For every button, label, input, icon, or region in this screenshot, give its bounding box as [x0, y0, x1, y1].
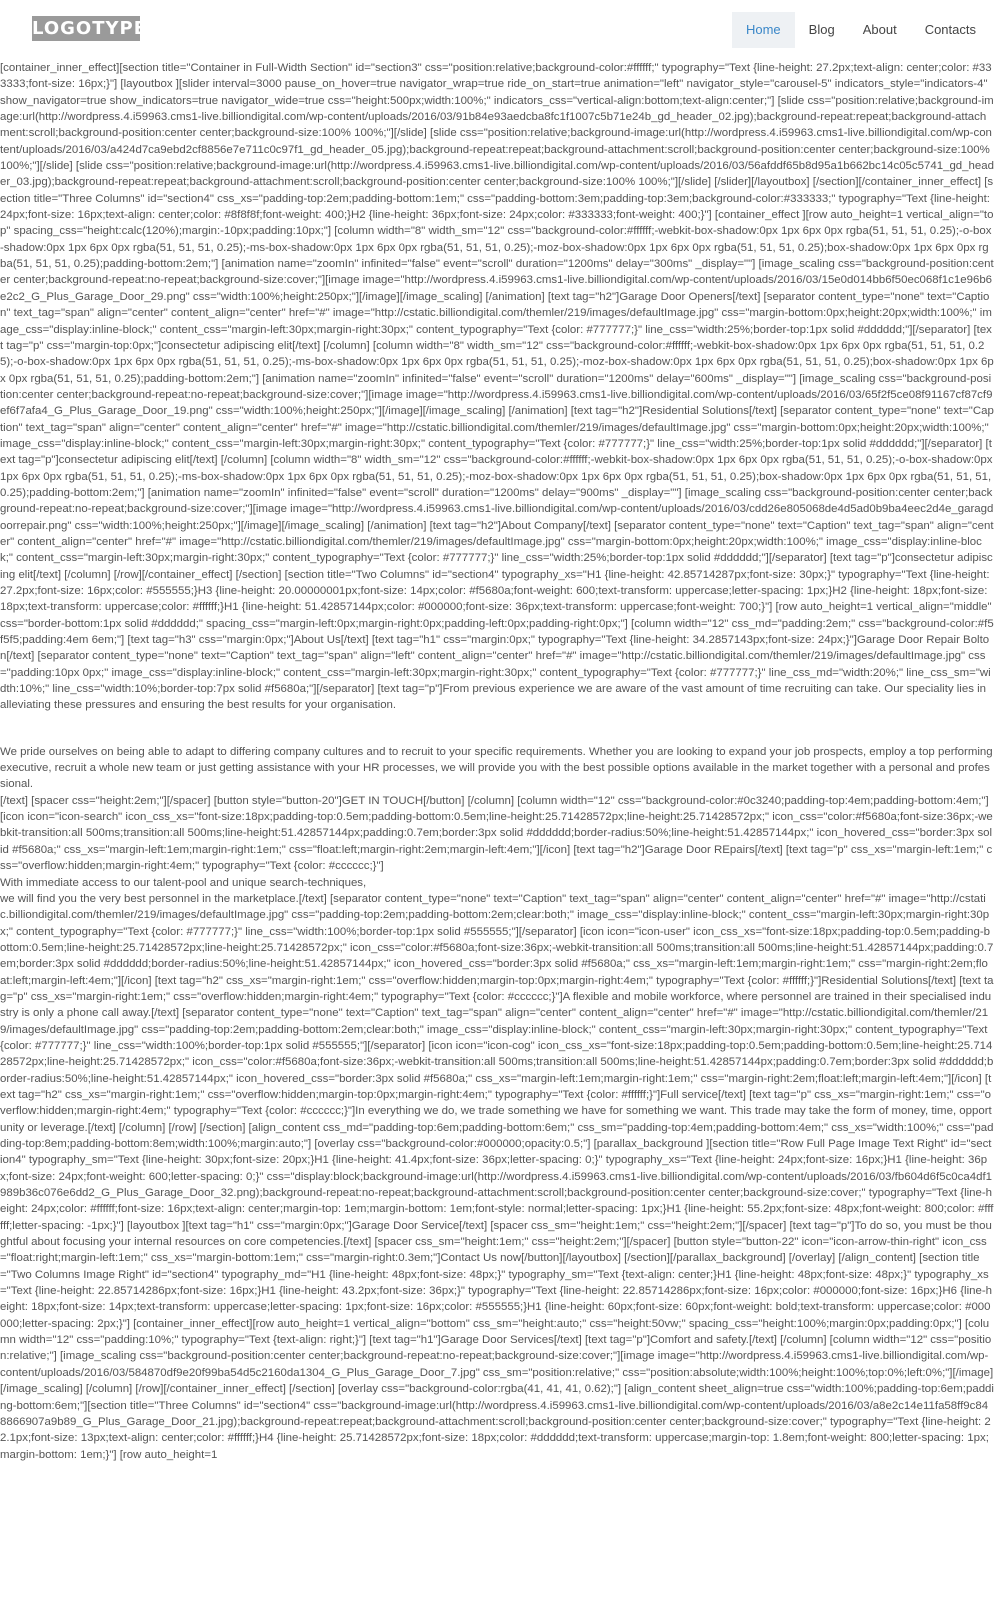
- logo[interactable]: LOGOTYPE: [32, 18, 148, 39]
- nav-contacts-link[interactable]: Contacts: [924, 22, 976, 37]
- main-nav: [732, 12, 990, 48]
- site-header: [0, 0, 1000, 60]
- content-paragraph: we will find you the very best personnel in the marketplace.[/text] [separator content_type="none" text="Caption" text_tag="span" align="center" content_align="center" href="#" image="http://cstatic.billiondigital.com/themler/219/images/defaultImage.jpg" css="padding-top:2em;padding-bottom:2em;clear:both;" image_css="display:inline-block;" content_css="margin-left:30px;margin-right:30px;" content_typography="Text {color: #777777;}" line_css="width:100%;border-top:1px solid #555555;"][/separator] [icon icon="icon-user" icon_css_xs="font-size:18px;padding-top:0.5em;padding-bottom:0.5em;line-height:25.71428572px;line-height:25.71428572px;" icon_css="color:#f5680a;font-size:36px;-webkit-transition:all 500ms;transition:all 500ms;line-height:51.42857144px;padding:0.7em;border:3px solid #dddddd;border-radius:50%;line-height:51.42857144px;" icon_hovered_css="border:3px solid #f5680a;" css_xs="margin-left:1em;margin-right:1em;" css="margin-right:2em;float:left;margin-left:4em;"][/icon] [text tag="h2" css_xs="margin-right:1em;" css="overflow:hidden;margin-top:0px;margin-right:4em;" typography="Text {color: #ffffff;}"]Residential Solutions[/text] [text tag="p" css_xs="margin-right:1em;" css="overflow:hidden;margin-right:4em;" typography="Text {color: #cccccc;}"]A flexible and mobile workforce, where personnel are trained in their specialised industry is only a phone call away.[/text] [separator content_type="none" text="Caption" text_tag="span" align="center" content_align="center" href="#" image="http://cstatic.billiondigital.com/themler/219/images/defaultImage.jpg" css="padding-top:2em;padding-bottom:2em;clear:both;" image_css="display:inline-block;" content_css="margin-left:30px;margin-right:30px;" content_typography="Text {color: #777777;}" line_css="width:100%;border-top:1px solid #555555;"][/separator] [icon icon="icon-cog" icon_css_xs="font-size:18px;padding-top:0.5em;padding-bottom:0.5em;line-height:25.71428572px;line-height:25.71428572px;" icon_css="color:#f5680a;font-size:36px;-webkit-transition:all 500ms;transition:all 500ms;line-height:51.42857144px;padding:0.7em;border:3px solid #dddddd;border-radius:50%;line-height:51.42857144px;" icon_hovered_css="border:3px solid #f5680a;" css_xs="margin-left:1em;margin-right:1em;" css="margin-right:2em;float:left;margin-left:4em;"][/icon] [text tag="h2" css_xs="margin-right:1em;" css="overflow:hidden;margin-top:0px;margin-right:4em;" typography="Text {color: #ffffff;}"]Full service[/text] [text tag="p" css_xs="margin-right:1em;" css="overflow:hidden;margin-right:4em;" typography="Text {color: #cccccc;}"]In everything we do, we trade something we have for something we want. This trade may take the form of money, time, opportunity or leverage.[/text] [/column] [/row] [/section] [align_content css_md="padding-top:6em;padding-bottom:6em;" css_sm="padding-top:4em;padding-bottom:4em;" css_xs="width:100%;" css="padding-top:8em;padding-bottom:8em;width:100%;margin:auto;"] [overlay css="background-color:#000000;opacity:0.5;"] [parallax_background ][section title="Row Full Page Image Text Right" id="section4" typography_sm="Text {line-height: 30px;font-size: 20px;}H1 {line-height: 41.4px;font-size: 36px;letter-spacing: 0;}" typography_xs="Text {line-height: 24px;font-size: 16px;}H1 {line-height: 36px;font-size: 24px;font-weight: 600;letter-spacing: 0;}" css="display:block;background-image:url(http://wordpress.4.i59963.cms1-live.billiondigital.com/wp-content/uploads/2016/03/fb604d6f5c0ca4df1989b36c076e6dd2_G_Plus_Garage_Door_32.png);background-repeat:no-repeat;background-attachment:scroll;background-position:center center;background-size:cover;" typography="Text {line-height: 24px;color: #ffffff;font-size: 16px;text-align: center;margin-top: 1em;margin-bottom: 1em;font-style: normal;letter-spacing: 1px;}H1 {line-height: 55.2px;font-size: 48px;font-weight: 800;color: #ffffff;letter-spacing: -1px;}"] [layoutbox ][text tag="h1" css="margin:0px;"]Garage Door Service[/text] [spacer css_sm="height:1em;" css="height:2em;"][/spacer] [text tag="p"]To do so, you must be thoughtful about focusing your internal resources on core competencies.[/text] [spacer css_sm="height:1em;" css="height:2em;"][/spacer] [button style="button-22" icon="icon-arrow-thin-right" icon_css="float:right;margin-left:1em;" css_xs="margin-bottom:1em;" css="margin-right:0.3em;"]Contact Us now[/button][/layoutbox] [/section][/parallax_background] [/overlay] [/align_content] [section title="Two Columns Image Right" id="section4" typography_md="H1 {line-height: 48px;font-size: 48px;}" typography_sm="Text {text-align: center;}H1 {line-height: 48px;font-size: 48px;}" typography_xs="Text {line-height: 22.85714286px;font-size: 16px;}H1 {line-height: 43.2px;font-size: 36px;}" typography="Text {line-height: 22.85714286px;font-size: 16px;color: #000000;font-size: 16px;}H6 {line-height: 18px;font-size: 14px;text-transform: uppercase;letter-spacing: 1px;font-size: 16px;color: #555555;}H1 {line-height: 60px;font-size: 60px;font-weight: bold;text-transform: uppercase;color: #000000;letter-spacing: 2px;}"] [container_inner_effect][row auto_height=1 vertical_align="bottom" css_sm="height:auto;" css="height:50vw;" spacing_css="height:100%;margin:0px;padding:0px;"] [column width="12" css="padding:10%;" typography="Text {text-align: right;}"] [text tag="h1"]Garage Door Services[/text] [text tag="p"]Comfort and safety.[/text] [/column] [column width="12" css="position:relative;"] [image_scaling css="background-position:center center;background-repeat:no-repeat;background-size:cover;"][image image="http://wordpress.4.i59963.cms1-live.billiondigital.com/wp-content/uploads/2016/03/584870df9e20f99ba54d5c2160da1304_G_Plus_Garage_Door_7.jpg" css_sm="position:relative;" css="position:absolute;width:100%;height:100%;top:0%;left:0%;"][/image][/image_scaling] [/column] [/row][/container_inner_effect] [/section] [overlay css="background-color:rgba(41, 41, 41, 0.62);"] [align_content sheet_align=true css="width:100%;padding-top:6em;padding-bottom:6em;"][section title="Three Columns" id="section4" css="background-image:url(http://wordpress.4.i59963.cms1-live.billiondigital.com/wp-content/uploads/2016/03/a8e2c14e11fa58ff9c848866907a9b89_G_Plus_Garage_Door_21.jpg);background-repeat:repeat;background-attachment:scroll;background-position:center center;background-size:cover;" typography="Text {line-height: 22.1px;font-size: 13px;text-align: center;color: #ffffff;}H4 {line-height: 25.71428572px;font-size: 18px;color: #dddddd;text-transform: uppercase;margin-top: 1.8em;font-weight: 800;letter-spacing: 1px;margin-bottom: 1em;}"] [row auto_height=1: [0, 892, 994, 1461]
- nav-home-link[interactable]: Home: [732, 12, 795, 48]
- paragraph-gap: [0, 714, 994, 744]
- raw-shortcode-content: [0, 60, 994, 1616]
- content-paragraph: [container_inner_effect][section title="Container in Full-Width Section" id="section3" css="position:relative;background-color:#ffffff;" typography="Text {line-height: 27.2px;text-align: center;color: #333333;font-size: 16px;}"] [layoutbox ][slider interval=3000 pause_on_hover=true navigator_wrap=true ride_on_start=true animation="left" navigator_style="carousel-5" indicators_style="indicators-4" show_navigator=true show_indicators=true navigator_wide=true css="height:500px;width:100%;" indicators_css="vertical-align:bottom;text-align:center;"] [slide css="position:relative;background-image:url(http://wordpress.4.i59963.cms1-live.billiondigital.com/wp-content/uploads/2016/03/91b84e93aedcba8fc1f1007c5b71e24b_gd_header_02.jpg);background-repeat:repeat;background-attachment:scroll;background-position:center center;background-size:100% 100%;"][/slide] [slide css="position:relative;background-image:url(http://wordpress.4.i59963.cms1-live.billiondigital.com/wp-content/uploads/2016/03/a424d7ca9ebd2cf8856e7e711c0c97f1_gd_header_05.jpg);background-repeat:repeat;background-attachment:scroll;background-position:center center;background-size:100% 100%;"][/slide] [slide css="position:relative;background-image:url(http://wordpress.4.i59963.cms1-live.billiondigital.com/wp-content/uploads/2016/03/56afddf65b8d95a1b662bc14c05c5741_gd_header_03.jpg);background-repeat:repeat;background-attachment:scroll;background-position:center center;background-size:100% 100%;"][/slide] [/slider][/layoutbox] [/section][/container_inner_effect] [section title="Three Columns" id="section4" css_xs="padding-top:2em;padding-bottom:1em;" css="padding-bottom:3em;padding-top:3em;background-color:#333333;" typography="Text {line-height: 24px;font-size: 16px;text-align: center;color: #8f8f8f;font-weight: 400;}H2 {line-height: 36px;font-size: 24px;color: #333333;font-weight: 400;}"] [container_effect ][row auto_height=1 vertical_align="top" spacing_css="height:calc(120%);margin:-10px;padding:10px;"] [column width="8" width_sm="12" css="background-color:#ffffff;-webkit-box-shadow:0px 1px 6px 0px rgba(51, 51, 51, 0.25);-o-box-shadow:0px 1px 6px 0px rgba(51, 51, 51, 0.25);-ms-box-shadow:0px 1px 6px 0px rgba(51, 51, 51, 0.25);-moz-box-shadow:0px 1px 6px 0px rgba(51, 51, 51, 0.25);box-shadow:0px 1px 6px 0px rgba(51, 51, 51, 0.25);padding-bottom:2em;"] [animation name="zoomIn" infinited="false" event="scroll" duration="1200ms" delay="300ms" _display=""] [image_scaling css="background-position:center center;background-repeat:no-repeat;background-size:cover;"][image image="http://wordpress.4.i59963.cms1-live.billiondigital.com/wp-content/uploads/2016/03/15e0d014bb6f50ec068f1c1e96b6e2c2_G_Plus_Garage_Door_29.png" css="width:100%;height:250px;"][/image][/image_scaling] [/animation] [text tag="h2"]Garage Door Openers[/text] [separator content_type="none" text="Caption" text_tag="span" align="center" content_align="center" href="#" image="http://cstatic.billiondigital.com/themler/219/images/defaultImage.jpg" css="margin-bottom:0px;height:20px;width:100%;" image_css="display:inline-block;" content_css="margin-left:30px;margin-right:30px;" content_typography="Text {color: #777777;}" line_css="width:25%;border-top:1px solid #dddddd;"][/separator] [text tag="p" css="margin-top:0px;"]consectetur adipiscing elit[/text] [/column] [column width="8" width_sm="12" css="background-color:#ffffff;-webkit-box-shadow:0px 1px 6px 0px rgba(51, 51, 51, 0.25);-o-box-shadow:0px 1px 6px 0px rgba(51, 51, 51, 0.25);-ms-box-shadow:0px 1px 6px 0px rgba(51, 51, 51, 0.25);-moz-box-shadow:0px 1px 6px 0px rgba(51, 51, 51, 0.25);box-shadow:0px 1px 6px 0px rgba(51, 51, 51, 0.25);padding-bottom:2em;"] [animation name="zoomIn" infinited="false" event="scroll" duration="1200ms" delay="600ms" _display=""] [image_scaling css="background-position:center center;background-repeat:no-repeat;background-size:cover;"][image image="http://wordpress.4.i59963.cms1-live.billiondigital.com/wp-content/uploads/2016/03/65f2f5ce08f91167cf87cf9ef6f7afa4_G_Plus_Garage_Door_19.png" css="width:100%;height:250px;"][/image][/image_scaling] [/animation] [text tag="h2"]Residential Solutions[/text] [separator content_type="none" text="Caption" text_tag="span" align="center" content_align="center" href="#" image="http://cstatic.billiondigital.com/themler/219/images/defaultImage.jpg" css="margin-bottom:0px;height:20px;width:100%;" image_css="display:inline-block;" content_css="margin-left:30px;margin-right:30px;" content_typography="Text {color: #777777;}" line_css="width:25%;border-top:1px solid #dddddd;"][/separator] [text tag="p"]consectetur adipiscing elit[/text] [/column] [column width="8" width_sm="12" css="background-color:#ffffff;-webkit-box-shadow:0px 1px 6px 0px rgba(51, 51, 51, 0.25);-o-box-shadow:0px 1px 6px 0px rgba(51, 51, 51, 0.25);-ms-box-shadow:0px 1px 6px 0px rgba(51, 51, 51, 0.25);-moz-box-shadow:0px 1px 6px 0px rgba(51, 51, 51, 0.25);box-shadow:0px 1px 6px 0px rgba(51, 51, 51, 0.25);padding-bottom:2em;"] [animation name="zoomIn" infinited="false" event="scroll" duration="1200ms" delay="900ms" _display=""] [image_scaling css="background-position:center center;background-repeat:no-repeat;background-size:cover;"][image image="http://wordpress.4.i59963.cms1-live.billiondigital.com/wp-content/uploads/2016/03/cdd26e805068de4d5ad0b9ba4eec2d4e_garagdoorrepair.png" css="width:100%;height:250px;"][/image][/image_scaling] [/animation] [text tag="h2"]About Company[/text] [separator content_type="none" text="Caption" text_tag="span" align="center" content_align="center" href="#" image="http://cstatic.billiondigital.com/themler/219/images/defaultImage.jpg" css="margin-bottom:0px;height:20px;width:100%;" image_css="display:inline-block;" content_css="margin-left:30px;margin-right:30px;" content_typography="Text {color: #777777;}" line_css="width:25%;border-top:1px solid #dddddd;"][/separator] [text tag="p"]consectetur adipiscing elit[/text] [/column] [/row][/container_effect] [/section] [section title="Two Columns" id="section4" typography_xs="H1 {line-height: 42.85714287px;font-size: 30px;}" typography="Text {line-height: 27.2px;font-size: 16px;color: #555555;}H3 {line-height: 20.00000001px;font-size: 14px;color: #f5680a;font-weight: 600;text-transform: uppercase;letter-spacing: 1px;}H2 {line-height: 18px;font-size: 18px;text-transform: uppercase;color: #ffffff;}H1 {line-height: 51.42857144px;color: #000000;font-size: 36px;text-transform: uppercase;font-weight: 700;}"] [row auto_height=1 vertical_align="middle" css="border-bottom:1px solid #dddddd;" spacing_css="margin-left:0px;margin-right:0px;padding-left:0px;padding-right:0px;"] [column width="12" css_md="padding:2em;" css="background-color:#f5f5f5;padding:4em 6em;"] [text tag="h3" css="margin:0px;"]About Us[/text] [text tag="h1" css="margin:0px;" typography="Text {line-height: 34.2857143px;font-size: 24px;}"]Garage Door Repair Bolton[/text] [separator content_type="none" text="Caption" text_tag="span" align="left" content_align="center" href="#" image="http://cstatic.billiondigital.com/themler/219/images/defaultImage.jpg" css="padding:10px 0px;" image_css="display:inline-block;" content_css="margin-left:30px;margin-right:30px;" content_typography="Text {color: #777777;}" line_css_md="width:20%;" line_css_sm="width:10%;" line_css="width:10%;border-top:7px solid #f5680a;"][/separator] [text tag="p"]From previous experience we are aware of the vast amount of time recruiting can take. Our speciality lies in alleviating these pressures and ensuring the best results for your organisation.: [0, 62, 994, 712]
- content-paragraph: [/text] [spacer css="height:2em;"][/spacer] [button style="button-20"]GET IN TOUCH[/button] [/column] [column width="12" css="background-color:#0c3240;padding-top:4em;padding-bottom:4em;"] [icon icon="icon-search" icon_css_xs="font-size:18px;padding-top:0.5em;padding-bottom:0.5em;line-height:25.71428572px;line-height:25.71428572px;" icon_css="color:#f5680a;font-size:36px;-webkit-transition:all 500ms;transition:all 500ms;line-height:51.42857144px;padding:0.7em;border:3px solid #dddddd;border-radius:50%;line-height:51.42857144px;" icon_hovered_css="border:3px solid #f5680a;" css_xs="margin-left:1em;margin-right:1em;" css="float:left;margin-right:2em;margin-left:4em;"][/icon] [text tag="h2"]Garage Door REpairs[/text] [text tag="p" css_xs="margin-left:1em;" css="overflow:hidden;margin-right:4em;" typography="Text {color: #cccccc;}"]: [0, 794, 993, 873]
- nav-blog-link[interactable]: Blog: [808, 22, 835, 37]
- content-paragraph: With immediate access to our talent-pool and unique search-techniques,: [0, 876, 367, 889]
- content-paragraph: We pride ourselves on being able to adapt to differing company cultures and to recruit to your specific requirements. Whether you are looking to expand your job prospects, employ a top performing executive, recruit a whole new team or just getting assistance with your HR processes, we will provide you with the best possible options available in the market together with a personal and professional.: [0, 745, 993, 791]
- nav-about-link[interactable]: About: [862, 22, 897, 37]
